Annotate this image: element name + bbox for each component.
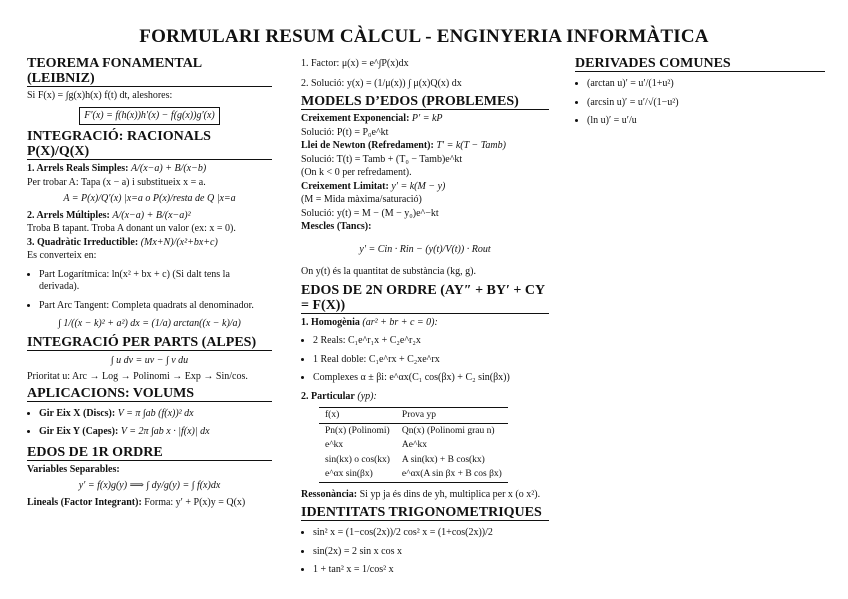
- section-heading-trig: IDENTITATS TRIGONOMETRIQUES: [301, 505, 549, 521]
- section-heading-derivades: DERIVADES COMUNES: [575, 56, 825, 72]
- factor-step-1: 1. Factor: μ(x) = e^∫P(x)dx: [301, 58, 409, 69]
- leibniz-formula: F′(x) = f(h(x))h′(x) − f(g(x))g′(x): [79, 107, 220, 126]
- racionals-s2-title: 2. Arrels Múltiples:: [27, 209, 110, 221]
- racionals-s1-title: 1. Arrels Reals Simples:: [27, 163, 129, 174]
- edo2-part-eq: (yp):: [357, 390, 377, 402]
- table-row: e^kx Ae^kx: [325, 440, 427, 450]
- racionals-bullet-log: • Part Logarítmica: ln(x² + bx + c) (Si dalt tens la derivada).: [39, 269, 272, 294]
- edo2-hom-case-1: • 2 Reals: C₁e^r₁x + C₂e^r₂x: [313, 335, 549, 348]
- racionals-s1-text: Per trobar A: Tapa (x − a) i substitueix x = a.: [27, 176, 206, 188]
- model-newton-label: Llei de Newton (Refredament):: [301, 140, 434, 151]
- particular-table: [319, 407, 508, 483]
- model-newton-sol: Solució: T(t) = Tamb + (T₀ − Tamb)e^kt: [301, 153, 463, 165]
- racionals-s3-title: 3. Quadràtic Irreductible:: [27, 236, 139, 248]
- racionals-s3-expr: (Mx+N)/(x²+bx+c): [140, 236, 218, 248]
- model-newton-note: (On k < 0 per refredament).: [301, 167, 412, 178]
- parts-formula: ∫ u dv = uv − ∫ v du: [110, 354, 189, 366]
- volum-disc: • Gir Eix X (Discs): V = π ∫ab (f(x))² dx: [39, 408, 272, 421]
- derivative-arcsin: • (arcsin u)′ = u′/√(1−u²): [587, 97, 825, 110]
- model-mix-eq: y′ = Cin · Rin − (y(t)/V(t)) · Rout: [359, 243, 491, 255]
- racionals-s2-text: Troba B tapant. Troba A donant un valor (ex: x = 0).: [27, 223, 236, 234]
- model-mix-note: On y(t) és la quantitat de substància (kg, g).: [301, 266, 476, 277]
- section-heading-models: MODELS D’EDOS (PROBLEMES): [301, 94, 549, 110]
- model-lim-sol: Solució: y(t) = M − (M − y₀)e^−kt: [301, 207, 439, 219]
- section-heading-edo1: EDOS DE 1R ORDRE: [27, 445, 272, 461]
- model-exp-label: Creixement Exponencial:: [301, 113, 410, 124]
- page-title: FORMULARI RESUM CÀLCUL - ENGINYERIA INFORMÀTICA: [139, 26, 709, 47]
- racionals-s1-expr: A/(x−a) + B/(x−b): [130, 163, 207, 174]
- model-exp-eq: P′ = kP: [411, 113, 443, 124]
- edo1-lin-label: Lineals (Factor Integrant):: [27, 496, 142, 508]
- section-heading-edo2: EDOS DE 2N ORDRE (AY″ + BY′ + CY = F(X)): [301, 283, 549, 314]
- leibniz-intro: Si F(x) = ∫g(x)h(x) f(t) dt, aleshores:: [27, 90, 173, 101]
- resonance-text: Si yp ja és dins de yh, multiplica per x (o x²).: [359, 488, 541, 500]
- model-lim-note: (M = Mida màxima/saturació): [301, 194, 422, 205]
- model-exp-sol: Solució: P(t) = P₀e^kt: [301, 126, 389, 138]
- column-3: [575, 54, 825, 134]
- arctan-formula: ∫ 1/((x − k)² + a²) dx = (1/a) arctan((x − k)/a): [58, 318, 241, 329]
- edo1-sep-label: Variables Separables:: [27, 463, 120, 475]
- table-row: sin(kx) o cos(kx) A sin(kx) + B cos(kx): [325, 454, 485, 465]
- edo2-hom-label: 1. Homogènia: [301, 316, 360, 328]
- racionals-s2-expr: A/(x−a) + B/(x−a)²: [112, 209, 191, 221]
- derivative-ln: • (ln u)′ = u′/u: [587, 115, 825, 128]
- volum-cap: • Gir Eix Y (Capes): V = 2π ∫ab x · |f(x)| dx: [39, 426, 272, 439]
- edo2-hom-case-2: • 1 Real doble: C₁e^rx + C₂xe^rx: [313, 354, 549, 367]
- derivative-arctan: • (arctan u)′ = u′/(1+u²): [587, 78, 825, 91]
- column-2: [301, 54, 549, 583]
- racionals-bullet-atan: • Part Arc Tangent: Completa quadrats al denominador.: [39, 300, 272, 313]
- table-row: e^αx sin(βx) e^αx(A sin βx + B cos βx): [319, 467, 508, 482]
- table-header: Prova yp: [396, 408, 508, 424]
- model-lim-eq: y′ = k(M − y): [391, 180, 446, 192]
- parts-priority: Prioritat u: Arc → Log → Polinomi → Exp → Sin/cos.: [27, 371, 248, 382]
- factor-step-2: 2. Solució: y(x) = (1/μ(x)) ∫ μ(x)Q(x) dx: [301, 77, 462, 89]
- racionals-s3-text: Es converteix en:: [27, 250, 97, 261]
- section-heading-parts: INTEGRACIÓ PER PARTS (ALPES): [27, 335, 272, 351]
- model-lim-label: Creixement Limitat:: [301, 180, 389, 192]
- resonance-label: Ressonància:: [301, 488, 358, 500]
- section-heading-leibniz: TEOREMA FONAMENTAL (LEIBNIZ): [27, 56, 272, 87]
- column-1: [27, 54, 272, 510]
- edo2-part-label: 2. Particular: [301, 390, 355, 402]
- racionals-s1-formula: A = P(x)/Q′(x) |x=a o P(x)/resta de Q |x=a: [63, 193, 236, 204]
- edo2-hom-eq: (ar² + br + c = 0):: [362, 316, 438, 328]
- edo2-hom-case-3: • Complexes α ± βi: e^αx(C₁ cos(βx) + C₂ sin(βx)): [313, 372, 549, 385]
- model-newton-eq: T′ = k(T − Tamb): [436, 140, 506, 151]
- edo1-sep-formula: y′ = f(x)g(y) ⟹ ∫ dy/g(y) = ∫ f(x)dx: [78, 480, 221, 491]
- edo1-lin-text: Forma: y′ + P(x)y = Q(x): [144, 496, 246, 508]
- table-header: f(x): [319, 408, 396, 424]
- model-mix-label: Mescles (Tancs):: [301, 221, 372, 232]
- section-heading-racionals: INTEGRACIÓ: RACIONALS P(X)/Q(X): [27, 129, 272, 160]
- table-row: Pn(x) (Polinomi) Qn(x) (Polinomi grau n): [325, 425, 495, 436]
- trig-identity-1: • sin² x = (1−cos(2x))/2 cos² x = (1+cos(2x))/2: [313, 527, 549, 540]
- section-heading-volums: APLICACIONS: VOLUMS: [27, 386, 272, 402]
- trig-identity-3: • 1 + tan² x = 1/cos² x: [313, 564, 549, 577]
- trig-identity-2: • sin(2x) = 2 sin x cos x: [313, 546, 549, 559]
